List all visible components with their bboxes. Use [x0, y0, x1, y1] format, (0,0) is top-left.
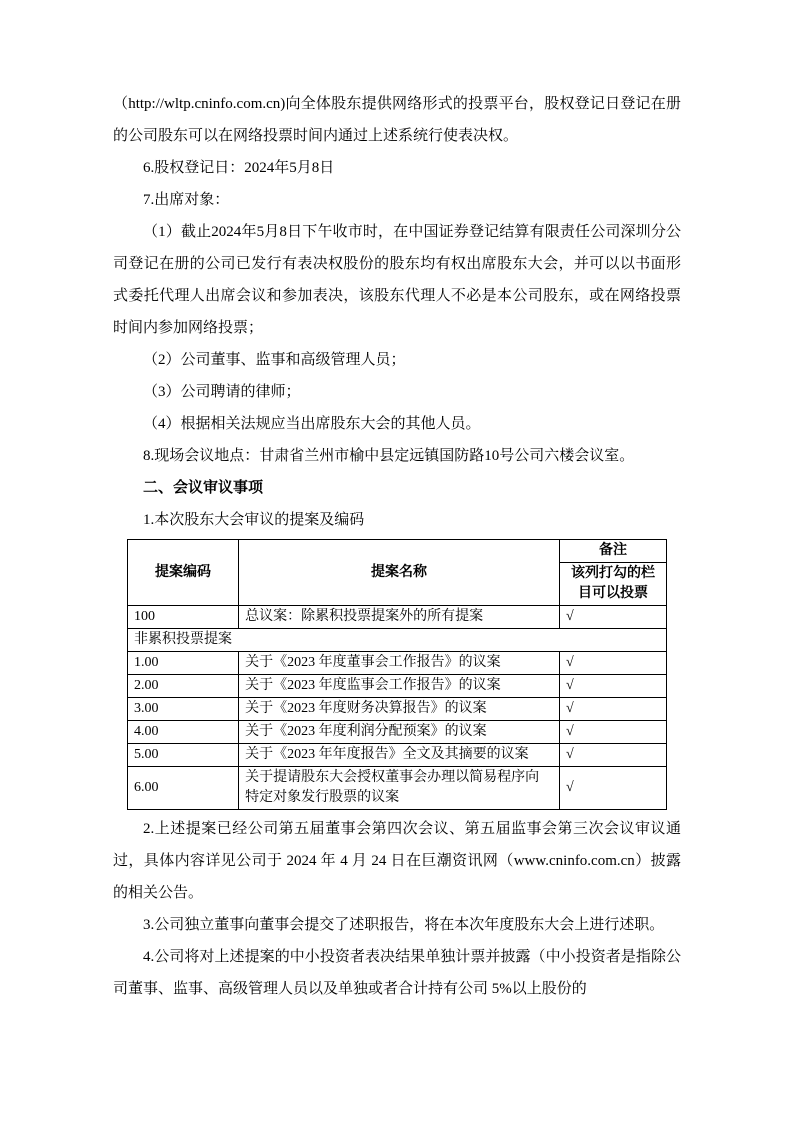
paragraph-attendees-item-4: （4）根据相关法规应当出席股东大会的其他人员。: [143, 416, 481, 432]
cell-proposal-name: 关于《2023 年度董事会工作报告》的议案: [239, 652, 560, 675]
paragraph-attendees-title: 7.出席对象：: [143, 192, 230, 208]
cell-group-label: 非累积投票提案: [128, 629, 667, 652]
cell-proposal-name: 关于提请股东大会授权董事会办理以简易程序向特定对象发行股票的议案: [239, 767, 560, 810]
cell-vote-check: √: [560, 698, 667, 721]
header-proposal-name: 提案名称: [239, 540, 560, 606]
paragraph-approval-disclosure: 2.上述提案已经公司第五届董事会第四次会议、第五届监事会第三次会议审议通过，具体内容详见公司于 2024 年 4 月 24 日在巨潮资讯网（www.cninfo.com.cn）披露的相关公告。: [113, 821, 681, 901]
table-header-row-1: [128, 540, 667, 563]
cell-vote-check: √: [560, 652, 667, 675]
cell-proposal-code: 1.00: [128, 652, 239, 675]
header-remark: 备注: [560, 540, 667, 563]
cell-proposal-name: 关于《2023 年度财务决算报告》的议案: [239, 698, 560, 721]
cell-vote-check: √: [560, 675, 667, 698]
table-row: [128, 721, 667, 744]
cell-proposal-code: 100: [128, 606, 239, 629]
cell-proposal-name: 关于《2023 年度监事会工作报告》的议案: [239, 675, 560, 698]
paragraph-attendees-item-2: （2）公司董事、监事和高级管理人员；: [143, 352, 406, 368]
header-remark-note: 该列打勾的栏目可以投票: [560, 563, 667, 606]
paragraph-network-voting-platform: （http://wltp.cninfo.com.cn)向全体股东提供网络形式的投票平台，股权登记日登记在册的公司股东可以在网络投票时间内通过上述系统行使表决权。: [113, 96, 681, 144]
table-row: [128, 767, 667, 810]
cell-proposal-code: 5.00: [128, 744, 239, 767]
paragraph-attendees-item-1: （1）截止2024年5月8日下午收市时，在中国证券登记结算有限责任公司深圳分公司登记在册的公司已发行有表决权股份的股东均有权出席股东大会，并可以以书面形式委托代理人出席会议和参加表决，该股东代理人不必是本公司股东，或在网络投票时间内参加网络投票；: [113, 224, 681, 336]
paragraph-attendees-item-3: （3）公司聘请的律师；: [143, 384, 301, 400]
cell-vote-check: √: [560, 606, 667, 629]
header-proposal-code: 提案编码: [128, 540, 239, 606]
table-row: [128, 698, 667, 721]
paragraph-record-date: 6.股权登记日：2024年5月8日: [143, 160, 335, 176]
cell-proposal-code: 3.00: [128, 698, 239, 721]
cell-vote-check: √: [560, 721, 667, 744]
proposal-table: [127, 539, 667, 810]
cell-proposal-name: 关于《2023 年年度报告》全文及其摘要的议案: [239, 744, 560, 767]
table-caption: 1.本次股东大会审议的提案及编码: [143, 512, 365, 528]
paragraph-minority-investor-count: 4.公司将对上述提案的中小投资者表决结果单独计票并披露（中小投资者是指除公司董事、监事、高级管理人员以及单独或者合计持有公司 5%以上股份的: [113, 949, 681, 997]
table-row-general-proposal: [128, 606, 667, 629]
section-heading-review-items: 二、会议审议事项: [143, 480, 264, 496]
cell-proposal-name: 总议案：除累积投票提案外的所有提案: [239, 606, 560, 629]
table-row: [128, 652, 667, 675]
cell-proposal-code: 2.00: [128, 675, 239, 698]
table-group-row: [128, 629, 667, 652]
cell-proposal-code: 4.00: [128, 721, 239, 744]
table-row: [128, 675, 667, 698]
paragraph-meeting-location: 8.现场会议地点：甘肃省兰州市榆中县定远镇国防路10号公司六楼会议室。: [143, 448, 635, 464]
cell-proposal-code: 6.00: [128, 767, 239, 810]
table-row: [128, 744, 667, 767]
cell-proposal-name: 关于《2023 年度利润分配预案》的议案: [239, 721, 560, 744]
paragraph-independent-director-report: 3.公司独立董事向董事会提交了述职报告，将在本次年度股东大会上进行述职。: [143, 917, 665, 933]
cell-vote-check: √: [560, 744, 667, 767]
cell-vote-check: √: [560, 767, 667, 810]
